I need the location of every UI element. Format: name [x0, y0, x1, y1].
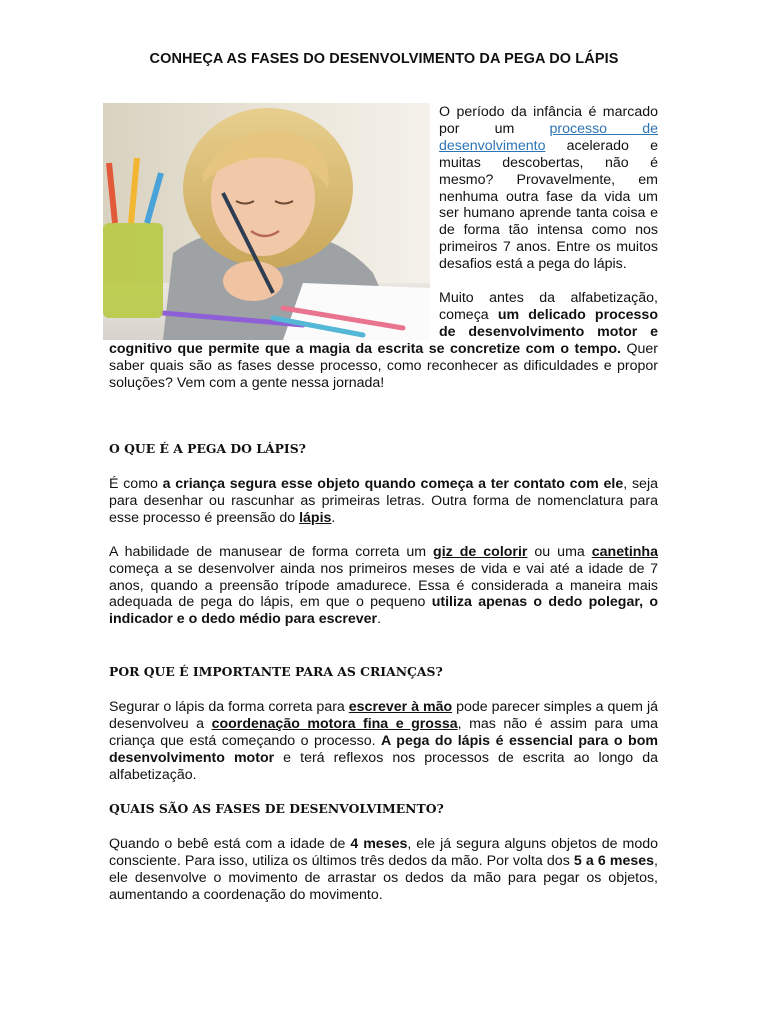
section-heading: QUAIS SÃO AS FASES DE DESENVOLVIMENTO?: [109, 801, 444, 816]
text-span: ou uma: [527, 543, 592, 560]
text-span: Quer saber quais são as fases desse processo, como reconhecer as dificuldades e propor soluções? Vem com a gente nessa jornada!: [109, 340, 658, 391]
text-span: A habilidade de manusear de forma correta um: [109, 543, 434, 560]
section-paragraph: [109, 544, 658, 629]
processo-de-desenvolvimento-link[interactable]: processo de desenvolvimento: [439, 120, 658, 154]
intro-text: [109, 104, 658, 392]
bold-text: A pega do lápis é essencial para o bom desenvolvimento motor: [109, 732, 658, 766]
section-paragraph: [109, 699, 658, 784]
bold-text: utiliza apenas o dedo polegar, o indicador e o dedo médio para escrever: [109, 594, 658, 628]
coordenacao-motora-link[interactable]: coordenação motora fina e grossa: [211, 715, 458, 732]
text-span: , mas não é assim para uma criança que está começando o processo.: [109, 715, 658, 749]
escrever-a-mao-link[interactable]: escrever à mão: [348, 699, 453, 715]
text-span: pode parecer simples a quem já desenvolveu a: [109, 699, 658, 732]
text-span: Segurar o lápis da forma correta para: [109, 699, 349, 715]
text-span: .: [377, 611, 382, 628]
giz-de-colorir-link[interactable]: giz de colorir: [433, 543, 528, 560]
page-title: CONHEÇA AS FASES DO DESENVOLVIMENTO DA PEGA DO LÁPIS: [149, 51, 619, 67]
section-paragraph: [109, 476, 658, 527]
text-span: começa a se desenvolver ainda nos primeiros meses de vida e vai até a idade de 7 anos, quando a preensão trípode amadurece. Essa é considerada a maneira mais adequada de pega do lápis, em que o pequeno: [109, 560, 658, 611]
canetinha-link[interactable]: canetinha: [591, 543, 658, 560]
section-o-que-e: [109, 440, 658, 628]
section-por-que: [109, 663, 658, 784]
text-span: e terá reflexos nos processos de escrita ao longo da alfabetização.: [109, 749, 658, 783]
text-span: Muito antes da alfabetização, começa: [439, 290, 658, 323]
text-span: É como: [109, 476, 163, 492]
text-span: .: [331, 509, 336, 526]
section-heading: POR QUE É IMPORTANTE PARA AS CRIANÇAS?: [109, 664, 443, 679]
bold-text: a criança segura esse objeto quando começa a ter contato com ele: [162, 476, 624, 492]
bold-text: 5 a 6 meses: [573, 852, 655, 869]
text-span: , ele já segura alguns objetos de modo consciente. Para isso, utiliza os últimos três dedos da mão. Por volta dos: [109, 836, 658, 869]
text-span: , seja para desenhar ou rascunhar as primeiras letras. Outra forma de nomenclatura para esse processo é preensão do: [109, 476, 658, 526]
text-span: , ele desenvolve o movimento de arrastar os dedos da mão para pegar os objetos, aumentando a coordenação do movimento.: [109, 852, 658, 903]
text-span: Quando o bebê está com a idade de: [109, 836, 351, 852]
text-span: O período da infância é marcado por um: [439, 104, 658, 137]
section-paragraph: [109, 836, 658, 904]
section-quais-sao: [109, 800, 658, 904]
section-heading: O QUE É A PEGA DO LÁPIS?: [109, 441, 306, 456]
bold-text: 4 meses: [350, 836, 408, 852]
lapis-link[interactable]: lápis: [299, 509, 332, 526]
bold-text: um delicado processo de desenvolvimento motor e cognitivo que permite que a magia da escrita se concretize com o tempo.: [109, 306, 658, 357]
text-span: acelerado e muitas descobertas, não é mesmo? Provavelmente, em nenhuma outra fase da vida um ser humano aprende tanta coisa e de forma tão intensa como nos primeiros 7 anos. Entre os muitos desafios está a pega do lápis.: [439, 137, 658, 273]
